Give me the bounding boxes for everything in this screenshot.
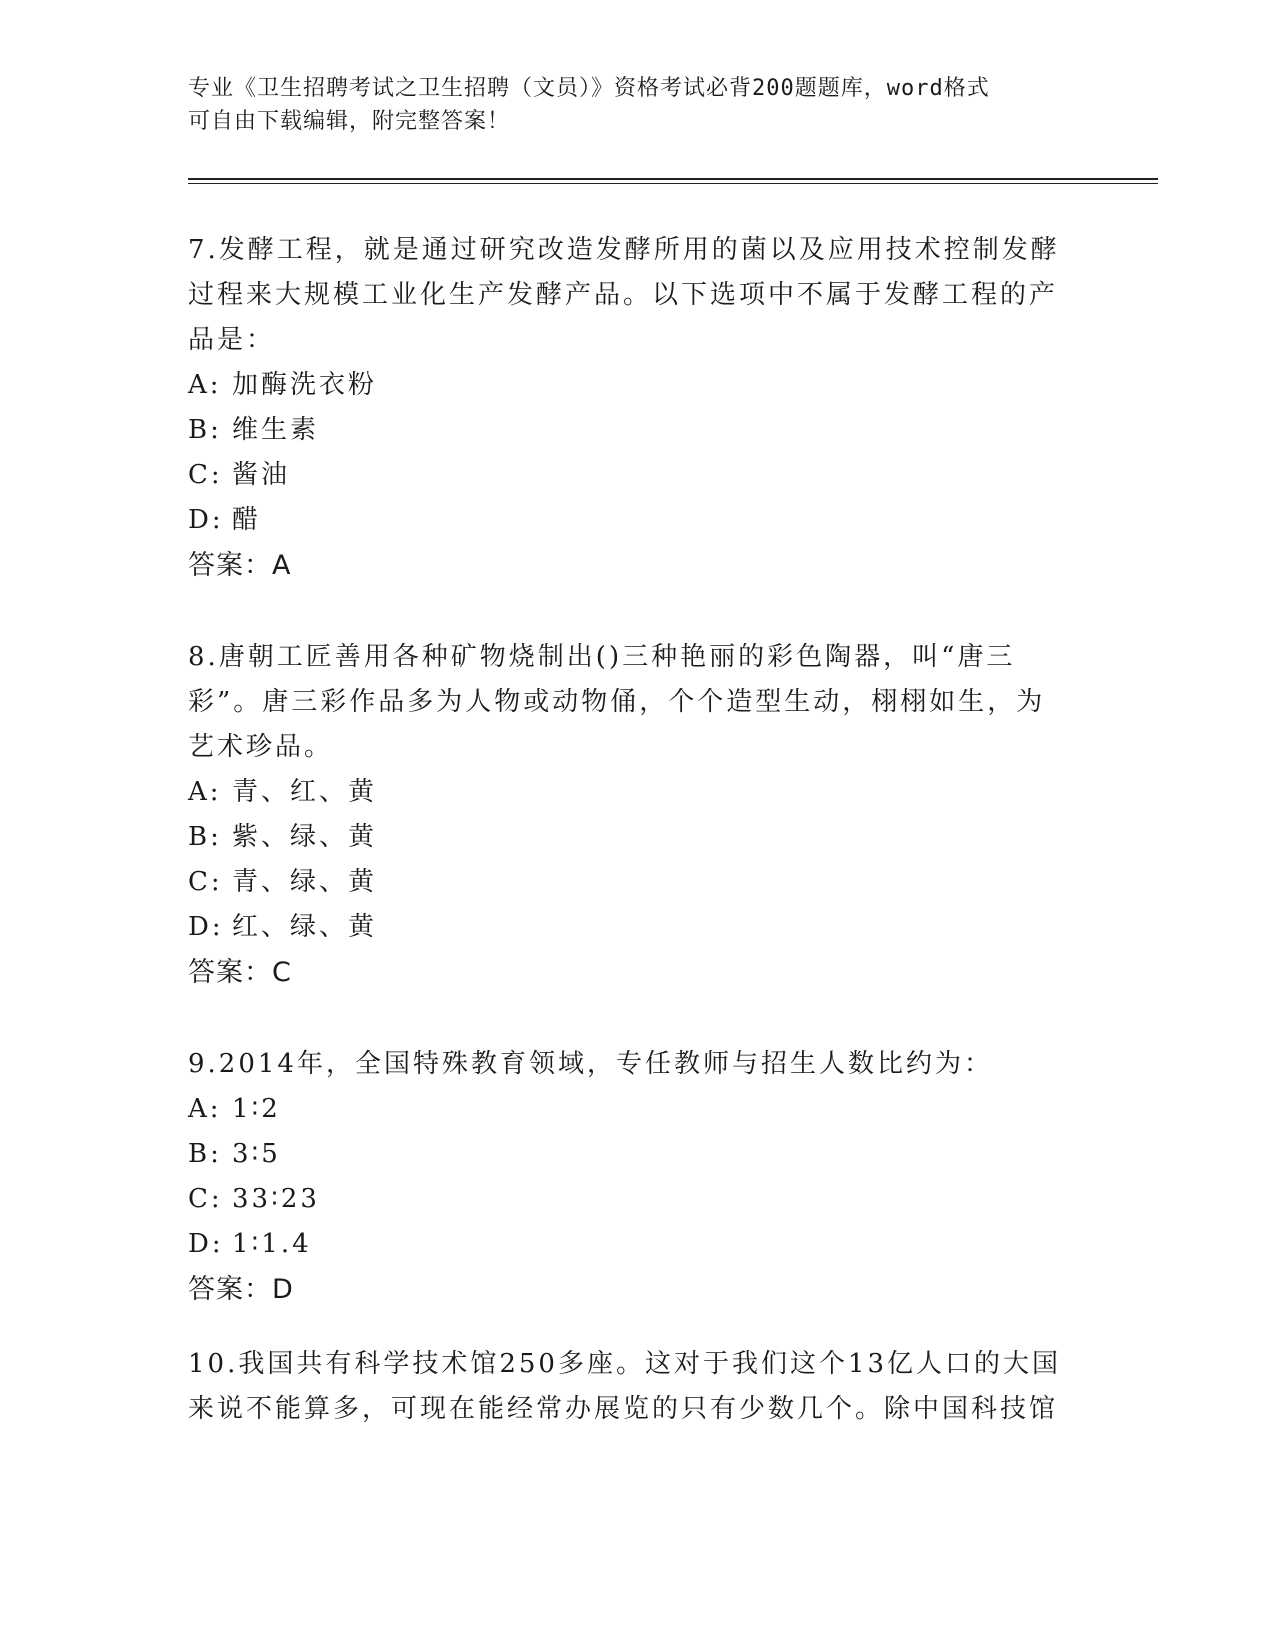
header-line-2: 可自由下载编辑，附完整答案！: [188, 109, 511, 134]
option-text: 维生素: [232, 415, 320, 445]
option-text: 青、红、黄: [232, 777, 378, 807]
option-b: [188, 408, 1068, 453]
header-rule-thin: [188, 183, 1158, 184]
option-text: 1∶2: [232, 1094, 281, 1124]
answer: 答案：D: [188, 1274, 294, 1305]
option-text: 加酶洗衣粉: [232, 370, 378, 400]
option-text: 33∶23: [232, 1184, 320, 1214]
option-letter: C:: [188, 1184, 223, 1214]
question-text: 9.2014年，全国特殊教育领域，专任教师与招生人数比约为：: [188, 1049, 993, 1079]
option-letter: B:: [188, 822, 222, 852]
header-line-1: 专业《卫生招聘考试之卫生招聘（文员）》资格考试必背200题题库，word格式: [188, 76, 990, 101]
option-text: 青、绿、黄: [232, 867, 378, 897]
header-rule: [188, 178, 1158, 180]
answer: 答案：A: [188, 550, 292, 581]
question-text: 10.我国共有科学技术馆250多座。这对于我们这个13亿人口的大国来说不能算多，可现在能经常办展览的只有少数几个。除中国科技馆: [188, 1349, 1062, 1424]
question-text: 8.唐朝工匠善用各种矿物烧制出()三种艳丽的彩色陶器，叫“唐三彩”。唐三彩作品多为人物或动物俑，个个造型生动，栩栩如生，为艺术珍品。: [188, 642, 1046, 762]
option-c: [188, 453, 1068, 498]
option-a: [188, 1087, 1068, 1132]
option-text: 红、绿、黄: [232, 912, 378, 942]
question-9: [188, 1042, 1068, 1312]
option-letter: D:: [188, 912, 224, 942]
option-a: [188, 363, 1068, 408]
option-c: [188, 860, 1068, 905]
question-7: [188, 228, 1068, 588]
option-b: [188, 815, 1068, 860]
option-letter: A:: [188, 777, 222, 807]
option-text: 醋: [232, 505, 262, 535]
option-text: 酱油: [232, 460, 291, 490]
option-b: [188, 1132, 1068, 1177]
question-text: 7.发酵工程，就是通过研究改造发酵所用的菌以及应用技术控制发酵过程来大规模工业化生产发酵产品。以下选项中不属于发酵工程的产品是：: [188, 235, 1060, 355]
option-letter: C:: [188, 867, 223, 897]
option-a: [188, 770, 1068, 815]
option-d: [188, 905, 1068, 950]
option-letter: D:: [188, 505, 224, 535]
document-header: [188, 72, 1068, 138]
option-c: [188, 1177, 1068, 1222]
option-d: [188, 498, 1068, 543]
option-d: [188, 1222, 1068, 1267]
option-letter: A:: [188, 370, 222, 400]
option-letter: D:: [188, 1229, 224, 1259]
question-8: [188, 635, 1068, 995]
option-text: 紫、绿、黄: [232, 822, 378, 852]
answer: 答案：C: [188, 957, 292, 988]
question-10: [188, 1342, 1068, 1432]
option-text: 1∶1.4: [232, 1229, 312, 1259]
option-letter: A:: [188, 1094, 222, 1124]
option-letter: B:: [188, 1139, 222, 1169]
option-text: 3∶5: [232, 1139, 281, 1169]
option-letter: B:: [188, 415, 222, 445]
option-letter: C:: [188, 460, 223, 490]
